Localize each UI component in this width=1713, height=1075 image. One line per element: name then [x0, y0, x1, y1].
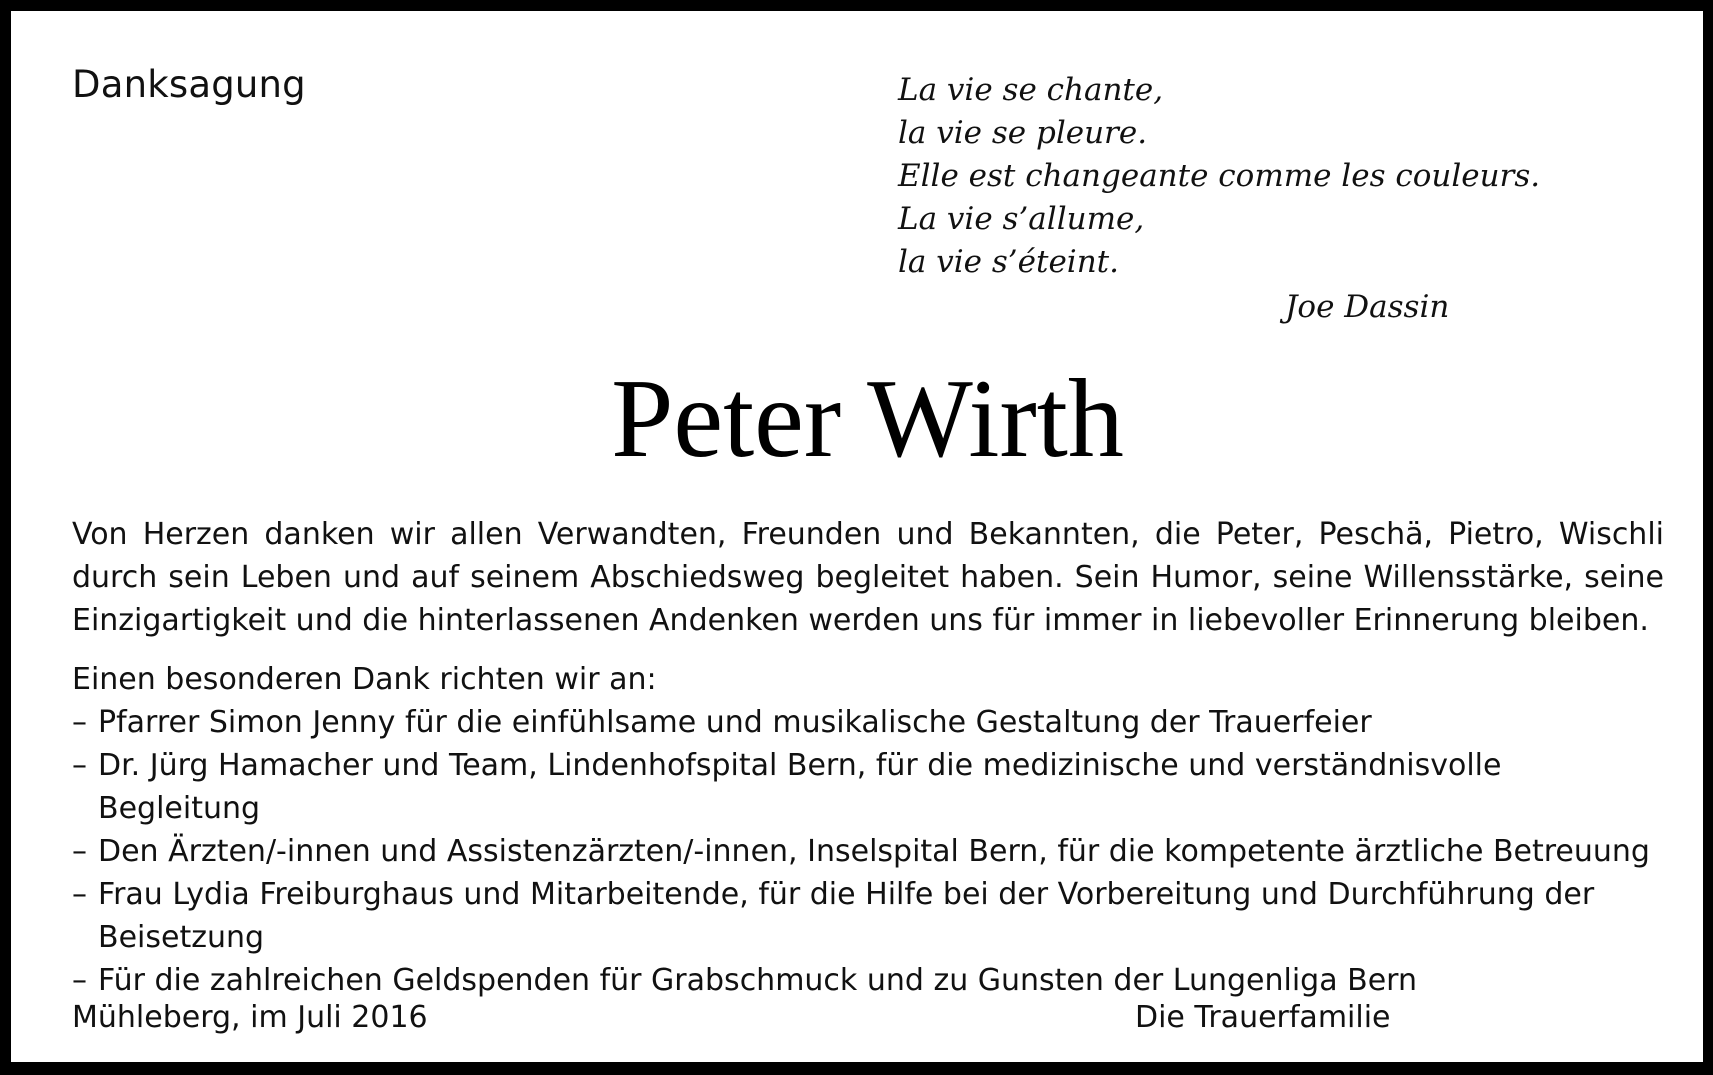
poem-author: Joe Dassin: [1285, 289, 1450, 325]
list-item: [72, 873, 1672, 959]
notice-heading: Danksagung: [72, 63, 306, 106]
dash-bullet: –: [72, 877, 87, 912]
poem-line: Elle est changeante comme les couleurs.: [898, 158, 1541, 194]
dash-bullet: –: [72, 963, 87, 998]
list-item-text: Frau Lydia Freiburghaus und Mitarbeitende, für die Hilfe bei der Vorbereitung und Durchführung der Beisetzung: [98, 877, 1595, 955]
poem: [898, 69, 1540, 284]
deceased-name: Peter Wirth: [611, 357, 1124, 481]
thanks-heading: Einen besonderen Dank richten wir an:: [72, 662, 657, 697]
intro-paragraph: Von Herzen danken wir allen Verwandten, Freunden und Bekannten, die Peter, Peschä, Pietro, Wischli durch sein Leben und auf seinem Abschiedsweg begleitet haben. Sein Humor, seine Willensstärke, seine Einzigartigkeit und die hinterlassenen Andenken werden uns für immer in liebevoller Erinnerung bleiben.: [72, 517, 1664, 638]
thanks-list: [72, 701, 1672, 1002]
dash-bullet: –: [72, 705, 87, 740]
list-item: [72, 701, 1672, 744]
list-item-text: Pfarrer Simon Jenny für die einfühlsame und musikalische Gestaltung der Trauerfeier: [98, 705, 1372, 740]
dash-bullet: –: [72, 834, 87, 869]
dash-bullet: –: [72, 748, 87, 783]
list-item-text: Den Ärzten/-innen und Assistenzärzten/-innen, Inselspital Bern, für die kompetente ärztliche Betreuung: [98, 834, 1650, 869]
poem-line: La vie s’allume,: [898, 201, 1145, 237]
poem-line: la vie s’éteint.: [898, 244, 1119, 280]
list-item-text: Dr. Jürg Hamacher und Team, Lindenhofspital Bern, für die medizinische und verständnisvolle Begleitung: [98, 748, 1502, 826]
list-item: [72, 744, 1672, 830]
place-and-date: Mühleberg, im Juli 2016: [72, 1000, 428, 1035]
list-item: [72, 830, 1672, 873]
poem-line: La vie se chante,: [898, 72, 1164, 108]
list-item-text: Für die zahlreichen Geldspenden für Grabschmuck und zu Gunsten der Lungenliga Bern: [98, 963, 1418, 998]
poem-line: la vie se pleure.: [898, 115, 1148, 151]
signature: Die Trauerfamilie: [1135, 1000, 1391, 1035]
